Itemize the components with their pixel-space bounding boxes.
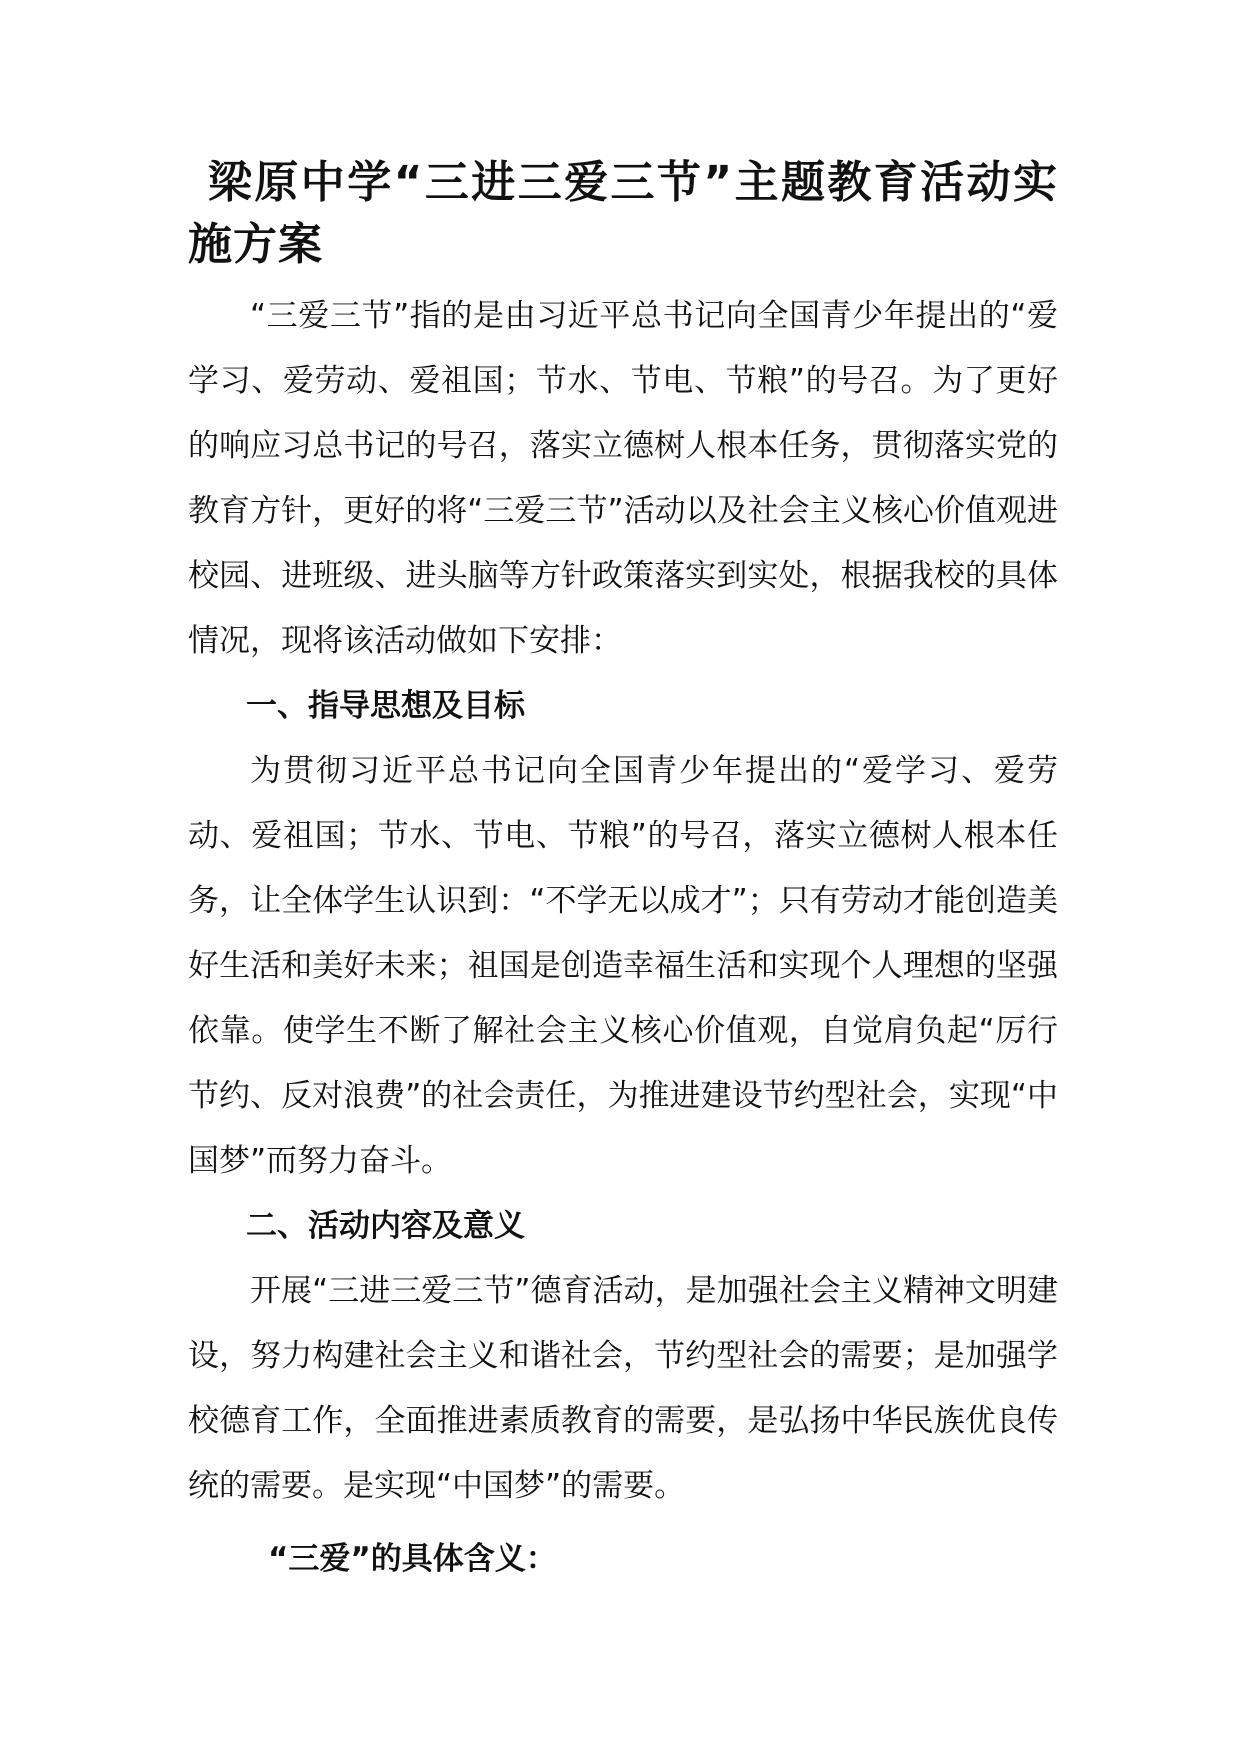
section-1-paragraph: 为贯彻习近平总书记向全国青少年提出的“爱学习、爱劳动、爱祖国；节水、节电、节粮”的号召，落实立德树人根本任务，让全体学生认识到：“不学无以成才”；只有劳动才能创造美好生活和美好未来；祖国是创造幸福生活和实现个人理想的坚强依靠。使学生不断了解社会主义核心价值观，自觉肩负起“厉行节约、反对浪费”的社会责任，为推进建设节约型社会，实现“中国梦”而努力奋斗。 (188, 753, 1058, 1179)
document-title: 梁原中学“三进三爱三节”主题教育活动实施方案 (188, 157, 1058, 270)
document-page (188, 152, 1058, 1592)
intro-paragraph: “三爱三节”指的是由习近平总书记向全国青少年提出的“爱学习、爱劳动、爱祖国；节水、节电、节粮”的号召。为了更好的响应习总书记的号召，落实立德树人根本任务，贯彻落实党的教育方针，更好的将“三爱三节”活动以及社会主义核心价值观进校园、进班级、进头脑等方针政策落实到实处，根据我校的具体情况，现将该活动做如下安排： (188, 298, 1058, 659)
section-2-heading: 二、活动内容及意义 (246, 1208, 525, 1244)
section-1-heading: 一、指导思想及目标 (246, 688, 525, 724)
section-2-paragraph: 开展“三进三爱三节”德育活动，是加强社会主义精神文明建设，努力构建社会主义和谐社会，节约型社会的需要；是加强学校德育工作，全面推进素质教育的需要，是弘扬中华民族优良传统的需要。是实现“中国梦”的需要。 (188, 1273, 1058, 1504)
three-loves-subheading: “三爱”的具体含义： (268, 1541, 557, 1577)
